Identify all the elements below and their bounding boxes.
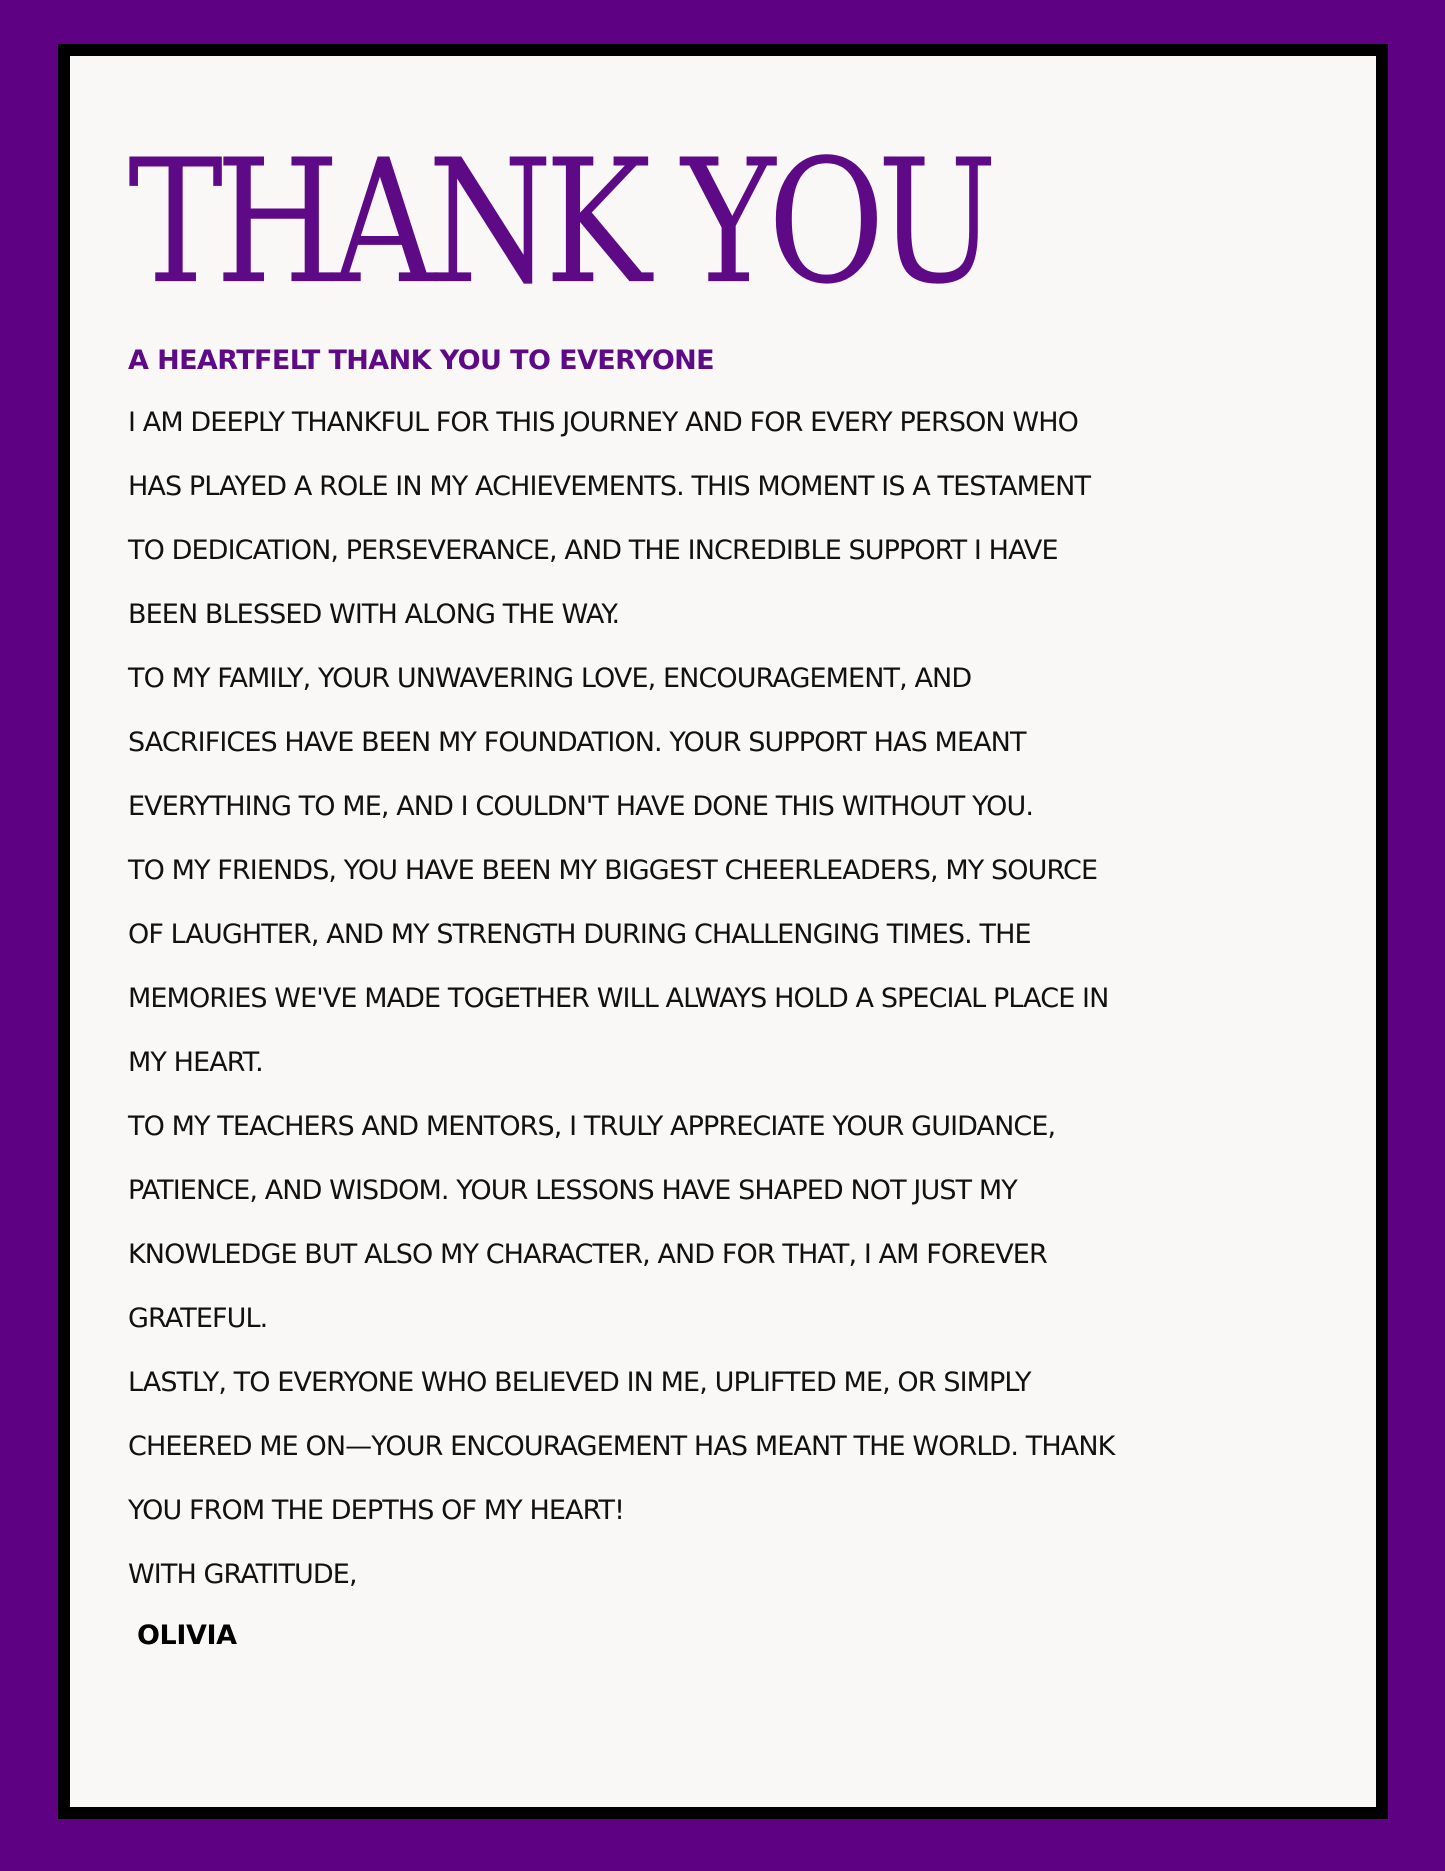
letter-line: HAS PLAYED A ROLE IN MY ACHIEVEMENTS. THIS MOMENT IS A TESTAMENT bbox=[128, 471, 1091, 502]
letter-line: TO MY FAMILY, YOUR UNWAVERING LOVE, ENCOURAGEMENT, AND bbox=[128, 663, 972, 694]
letter-line: MY HEART. bbox=[128, 1047, 263, 1078]
letter-line: MEMORIES WE'VE MADE TOGETHER WILL ALWAYS HOLD A SPECIAL PLACE IN bbox=[128, 983, 1109, 1014]
closing-line: WITH GRATITUDE, bbox=[128, 1559, 357, 1590]
letter-line: OF LAUGHTER, AND MY STRENGTH DURING CHALLENGING TIMES. THE bbox=[128, 919, 1031, 950]
letter-line: KNOWLEDGE BUT ALSO MY CHARACTER, AND FOR THAT, I AM FOREVER bbox=[128, 1239, 1047, 1270]
letter-line: SACRIFICES HAVE BEEN MY FOUNDATION. YOUR SUPPORT HAS MEANT bbox=[128, 727, 1026, 758]
letter-title: THANK YOU bbox=[128, 123, 990, 323]
letter-line: TO MY FRIENDS, YOU HAVE BEEN MY BIGGEST CHEERLEADERS, MY SOURCE bbox=[128, 855, 1098, 886]
letter-line: LASTLY, TO EVERYONE WHO BELIEVED IN ME, UPLIFTED ME, OR SIMPLY bbox=[128, 1367, 1031, 1398]
letter-line: TO MY TEACHERS AND MENTORS, I TRULY APPRECIATE YOUR GUIDANCE, bbox=[128, 1111, 1056, 1142]
letter-line: I AM DEEPLY THANKFUL FOR THIS JOURNEY AND FOR EVERY PERSON WHO bbox=[128, 407, 1078, 438]
letter-line: CHEERED ME ON—YOUR ENCOURAGEMENT HAS MEANT THE WORLD. THANK bbox=[128, 1431, 1115, 1462]
letter-line: PATIENCE, AND WISDOM. YOUR LESSONS HAVE SHAPED NOT JUST MY bbox=[128, 1175, 1017, 1206]
signature: OLIVIA bbox=[137, 1620, 237, 1651]
letter-line: YOU FROM THE DEPTHS OF MY HEART! bbox=[128, 1495, 624, 1526]
letter-subtitle: A HEARTFELT THANK YOU TO EVERYONE bbox=[128, 345, 715, 376]
letter-line: BEEN BLESSED WITH ALONG THE WAY. bbox=[128, 599, 620, 630]
letter-body bbox=[128, 401, 1114, 1617]
letter-line: TO DEDICATION, PERSEVERANCE, AND THE INCREDIBLE SUPPORT I HAVE bbox=[128, 535, 1058, 566]
letter-line: GRATEFUL. bbox=[128, 1303, 268, 1334]
letter-line: EVERYTHING TO ME, AND I COULDN'T HAVE DONE THIS WITHOUT YOU. bbox=[128, 791, 1034, 822]
